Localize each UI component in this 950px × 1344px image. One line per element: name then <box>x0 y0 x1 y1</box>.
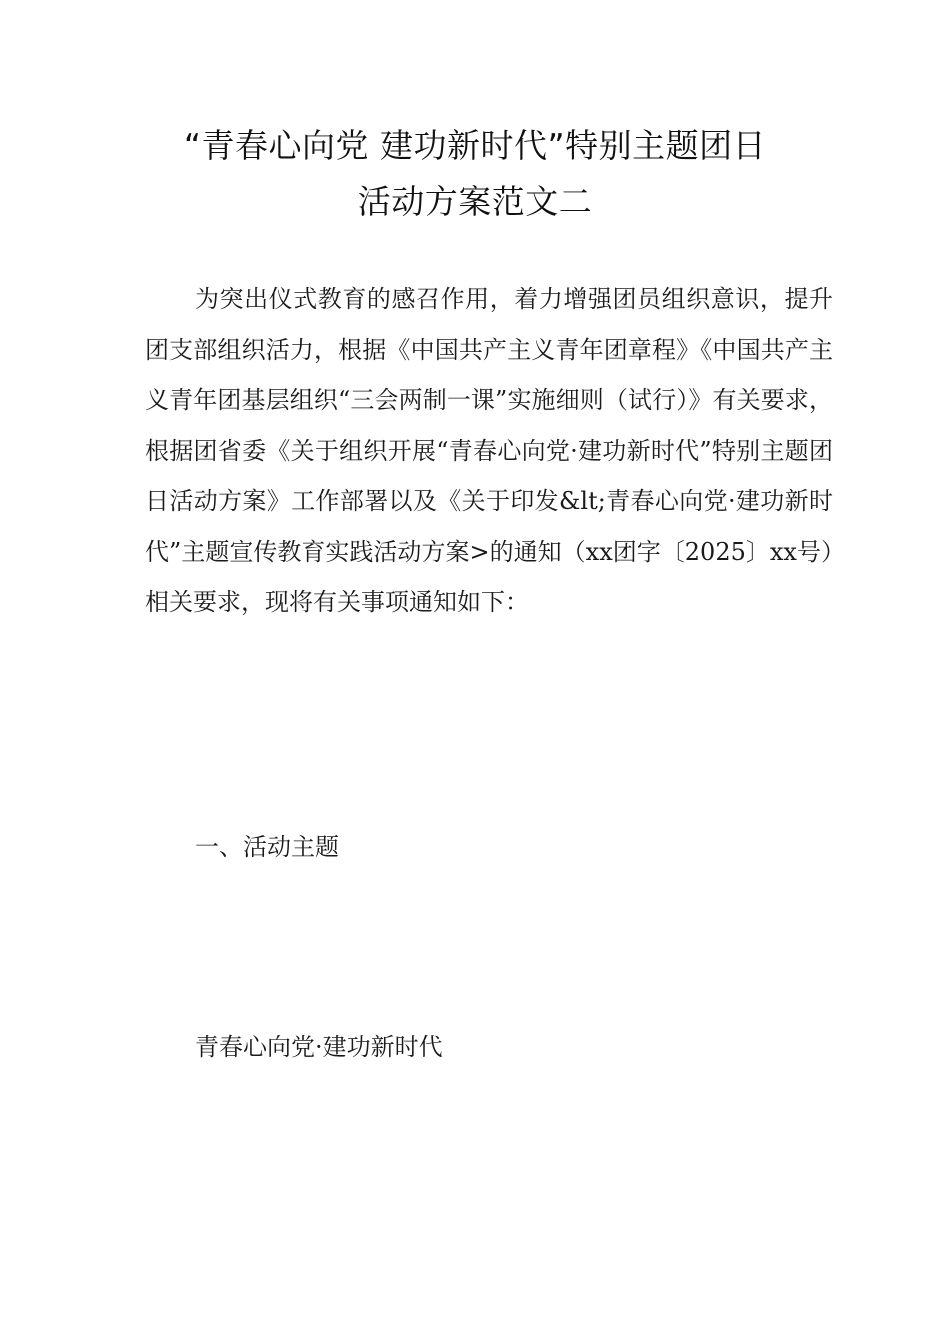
title-line-1: “青春心向党 建功新时代”特别主题团日 <box>183 126 767 165</box>
intro-paragraph: 为突出仪式教育的感召作用，着力增强团员组织意识，提升团支部组织活力，根据《中国共产主义青年团章程》《中国共产主义青年团基层组织“三会两制一课”实施细则（试行）》有关要求，根据团省委《关于组织开展“青春心向党·建功新时代”特别主题团日活动方案》工作部署以及《关于印发&lt;青春心向党·建功新时代”主题宣传教育实践活动方案>的通知（xx团字〔2025〕xx号）相关要求，现将有关事项通知如下： <box>145 285 833 616</box>
title-line-2: 活动方案范文二 <box>357 182 593 221</box>
theme-text: 青春心向党·建功新时代 <box>195 1033 443 1061</box>
document-title <box>0 118 950 230</box>
section-heading-theme: 一、活动主题 <box>195 833 339 861</box>
